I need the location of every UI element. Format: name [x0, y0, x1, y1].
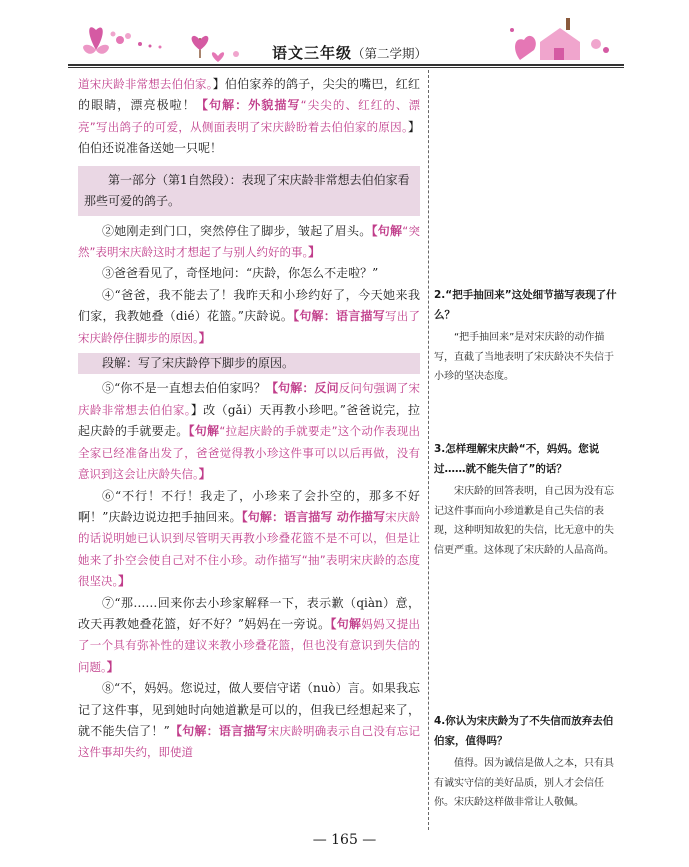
annotation-note: 宋庆龄的话说明她已认识到尽管明天再教小珍叠花篮不是不可以，但是让她来了扑空会使自己对不住小珍。动作描写“抽”表明宋庆龄的态度很坚决。 [78, 509, 420, 589]
side-question-4 [434, 712, 620, 813]
paragraph-text: ⑥“不行！不行！我走了，小珍来了会扑空的，那多不好啊！”庆龄边说边把手抽回来。 [78, 488, 420, 524]
page-number: — 165 — [312, 832, 377, 848]
left-flower-icon [111, 32, 162, 49]
header-rule-bottom [68, 67, 624, 68]
annotation-note: “突然”表明宋庆龄这时才想起了与别人约好的事。 [78, 223, 420, 260]
paragraph-4 [78, 285, 420, 349]
annotation-tag: 【句解：语言描写 [169, 723, 268, 738]
annotation-end: 】 [118, 574, 131, 589]
right-house-icon [510, 18, 609, 60]
annotation-end: 】 [198, 467, 211, 482]
annotation-tag: 【句解：反问 [265, 381, 339, 396]
question-text: 2.“把手抽回来”这处细节描写表现了什么？ [434, 289, 617, 321]
annotation-note: 反问句强调了宋庆龄非常想去伯伯家。 [78, 381, 420, 417]
annotation-note: “尖尖的、红红的、漂亮”写出鸽子的可爱，从侧面表明了宋庆龄盼着去伯伯家的原因。 [78, 98, 420, 134]
annotation-tag: 【句解 [188, 424, 220, 439]
paragraph-text: ⑦“那……回来你去小珍家解释一下，表示歉（qiàn）意，改天再教她叠花篮，好不好？”妈妈在一旁说。 [78, 595, 420, 631]
paragraph-text: 】伯伯还说准备送她一只呢！ [78, 119, 420, 156]
annotation-tag: 【句解：语言描写 动作描写 [241, 509, 386, 524]
answer-text: 值得。因为诚信是做人之本，只有具有诚实守信的美好品质，别人才会信任你。宋庆龄这样做非常让人敬佩。 [434, 758, 614, 808]
annotation-tag: 【句解：语言描写 [293, 309, 385, 324]
paragraph-2 [78, 221, 420, 264]
annotation-continuation: 道宋庆龄非常想去伯伯家。 [78, 77, 213, 91]
header-title [272, 42, 427, 63]
paragraph-8 [78, 678, 420, 764]
side-question-2 [434, 286, 620, 387]
side-question-3 [434, 440, 620, 560]
paragraph-1 [78, 74, 420, 160]
paragraph-6 [78, 486, 420, 593]
question-text: 3.怎样理解宋庆龄“不，妈妈。您说过……就不能失信了”的话？ [434, 443, 600, 475]
annotation-note: “拉起庆龄的手就要走”这个动作表现出全家已经准备出发了，爸爸觉得教小珍这件事可以以后再做，没有意识到这会让庆龄失信。 [78, 424, 420, 482]
answer-text: 宋庆龄的回答表明，自己因为没有忘记这件事而向小珍道歉是自己失信的表现，这种明知故犯的失信，比无意中的失信更严重。这体现了宋庆龄的人品高尚。 [434, 486, 614, 556]
column-divider [428, 70, 429, 830]
paragraph-text: ⑧“不，妈妈。您说过，做人要信守诺（nuò）言。如果我忘记了这件事，见到她时向她道歉是可以的，但我已经想起来了，就不能失信了！” [78, 681, 420, 738]
left-butterfly-icon [83, 27, 109, 54]
left-heart-plant-icon [192, 36, 239, 62]
question-text: 4.你认为宋庆龄为了不失信而放弃去伯伯家，值得吗？ [434, 715, 614, 747]
annotation-tag: 【句解：外貌描写 [195, 98, 301, 113]
answer-text: “把手抽回来”是对宋庆龄的动作描写，直截了当地表明了宋庆龄决不失信于小珍的坚决态度。 [434, 332, 614, 382]
annotation-end: 】 [106, 659, 119, 674]
paragraph-5 [78, 378, 420, 485]
book-title: 语文三年级 [272, 44, 353, 62]
part-summary-box: 第一部分（第1自然段）：表现了宋庆龄非常想去伯伯家看那些可爱的鸽子。 [78, 166, 420, 216]
book-semester: （第二学期） [352, 46, 428, 61]
main-text-column [78, 74, 420, 764]
paragraph-text: ②她刚走到门口，突然停住了脚步，皱起了眉头。 [102, 223, 372, 238]
header-rule-top [68, 64, 624, 66]
annotation-tag: 【句解 [330, 616, 362, 631]
paragraph-text: ⑤“你不是一直想去伯伯家吗？ [102, 381, 266, 396]
annotation-note: 妈妈又提出了一个具有弥补性的建议来教小珍叠花篮，但也没有意识到失信的问题。 [78, 616, 421, 674]
paragraph-text: 】改（gǎi）天再教小珍吧。”爸爸说完，拉起庆龄的手就要走。 [78, 402, 421, 439]
paragraph-summary-box: 段解：写了宋庆龄停下脚步的原因。 [78, 353, 420, 374]
paragraph-text: ④“爸爸，我不能去了！我昨天和小珍约好了，今天她来我们家，我教她叠（dié）花篮。”庆龄说。 [78, 287, 420, 324]
annotation-end: 】 [308, 245, 321, 260]
annotation-tag: 【句解 [371, 223, 403, 238]
annotation-note: 写出了宋庆龄停住脚步的原因。 [78, 309, 420, 345]
paragraph-7 [78, 593, 420, 679]
annotation-end: 】 [198, 330, 211, 345]
paragraph-3: ③爸爸看见了，奇怪地问：“庆龄，你怎么不走啦？” [102, 266, 379, 281]
paragraph-text: 】伯伯家养的鸽子，尖尖的嘴巴，红红的眼睛，漂亮极啦！ [78, 77, 420, 113]
annotation-note: 宋庆龄明确表示自己没有忘记这件事却失约，即使道 [78, 723, 420, 760]
